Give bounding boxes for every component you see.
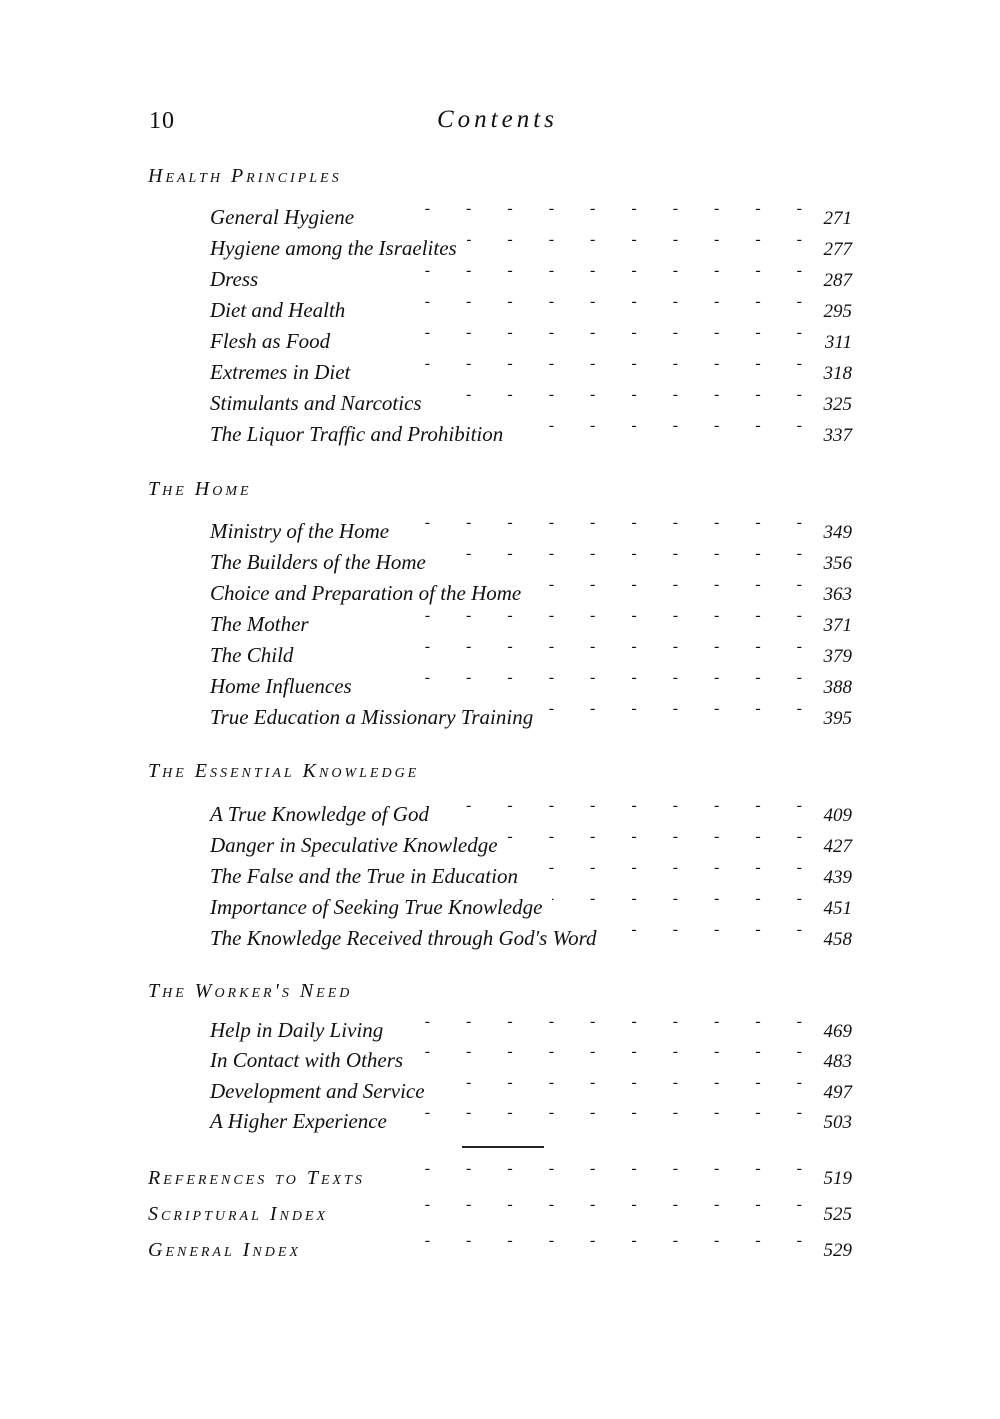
toc-entry-title: Stimulants and Narcotics	[210, 391, 422, 415]
toc-entry[interactable]	[210, 1047, 852, 1077]
dot-leader	[552, 890, 802, 910]
dot-leader	[268, 262, 802, 282]
dot-leader	[311, 1232, 802, 1252]
toc-entry-page: 519	[823, 1168, 852, 1189]
toc-entry-page: 356	[823, 553, 852, 574]
toc-entry-title: Importance of Seeking True Knowledge	[210, 895, 543, 919]
toc-entry-title: Extremes in Diet	[210, 360, 351, 384]
dot-leader	[513, 417, 802, 437]
toc-entry[interactable]	[210, 580, 852, 610]
toc-entry-title: General Hygiene	[210, 205, 355, 229]
toc-entry-page: 458	[823, 929, 852, 950]
dot-leader	[397, 1104, 802, 1124]
dot-leader	[543, 700, 802, 720]
toc-entry-page: 379	[823, 646, 852, 667]
dot-leader	[432, 386, 802, 406]
toc-entry[interactable]	[210, 518, 852, 548]
toc-entry-title: The False and the True in Education	[210, 864, 518, 888]
dot-leader	[340, 324, 802, 344]
section-heading-workers-need: The Worker's Need	[148, 980, 353, 1002]
toc-entry-page: 311	[824, 332, 852, 353]
toc-entry[interactable]	[210, 801, 852, 831]
toc-entry-title: Home Influences	[210, 674, 352, 698]
toc-entry-page: 337	[823, 425, 852, 446]
toc-entry-page: 427	[823, 836, 852, 857]
dot-leader	[467, 231, 802, 251]
toc-entry[interactable]	[210, 1108, 852, 1138]
toc-entry-title: General Index	[148, 1239, 301, 1261]
toc-entry[interactable]	[210, 549, 852, 579]
dot-leader	[338, 1196, 802, 1216]
toc-entry-title: Choice and Preparation of the Home	[210, 581, 522, 605]
toc-entry-title: The Mother	[210, 612, 309, 636]
dot-leader	[607, 921, 802, 941]
toc-entry-page: 395	[823, 708, 852, 729]
dot-leader	[435, 1074, 802, 1094]
dot-leader	[439, 797, 802, 817]
toc-entry[interactable]	[210, 863, 852, 893]
toc-entry[interactable]	[210, 704, 852, 734]
dot-leader	[413, 1043, 802, 1063]
dot-leader	[393, 1013, 802, 1033]
toc-entry-title: The Builders of the Home	[210, 550, 426, 574]
section-heading-health-principles: Health Principles	[148, 165, 342, 187]
toc-entry-page: 497	[823, 1082, 852, 1103]
toc-entry-page: 503	[823, 1112, 852, 1133]
toc-entry[interactable]	[210, 673, 852, 703]
toc-entry[interactable]	[210, 266, 852, 296]
toc-entry-title: Danger in Speculative Knowledge	[210, 833, 498, 857]
toc-entry[interactable]	[210, 359, 852, 389]
toc-entry-page: 469	[823, 1021, 852, 1042]
toc-entry-title: Dress	[210, 267, 259, 291]
toc-entry-page: 271	[823, 208, 852, 229]
toc-entry-page: 525	[823, 1204, 852, 1225]
toc-entry[interactable]	[210, 297, 852, 327]
toc-entry-title: Diet and Health	[210, 298, 346, 322]
toc-entry-page: 325	[823, 394, 852, 415]
toc-entry[interactable]	[210, 611, 852, 641]
divider-rule	[462, 1146, 544, 1148]
dot-leader	[508, 828, 802, 848]
running-head: Contents	[437, 106, 558, 133]
toc-entry-page: 287	[823, 270, 852, 291]
toc-entry[interactable]	[210, 235, 852, 265]
toc-entry-title: Hygiene among the Israelites	[210, 236, 457, 260]
dot-leader	[362, 669, 802, 689]
toc-entry-title: The Knowledge Received through God's Word	[210, 926, 597, 950]
page-number: 10	[149, 108, 175, 134]
toc-entry-page: 388	[823, 677, 852, 698]
toc-entry-back-matter[interactable]	[148, 1164, 852, 1194]
dot-leader	[355, 293, 802, 313]
dot-leader	[528, 859, 802, 879]
toc-entry-page: 318	[823, 363, 852, 384]
dot-leader	[360, 355, 802, 375]
toc-entry-title: Flesh as Food	[210, 329, 331, 353]
toc-entry-page: 295	[823, 301, 852, 322]
toc-entry[interactable]	[210, 894, 852, 924]
toc-entry[interactable]	[210, 421, 852, 451]
toc-entry[interactable]	[210, 390, 852, 420]
dot-leader	[319, 607, 802, 627]
toc-entry-title: True Education a Missionary Training	[210, 705, 534, 729]
toc-entry[interactable]	[210, 925, 852, 955]
toc-entry-page: 277	[823, 239, 852, 260]
dot-leader	[303, 638, 802, 658]
toc-entry-page: 439	[823, 867, 852, 888]
dot-leader	[375, 1160, 802, 1180]
toc-entry-title: A True Knowledge of God	[210, 802, 429, 826]
toc-entry-title: Ministry of the Home	[210, 519, 390, 543]
toc-entry-back-matter[interactable]	[148, 1200, 852, 1230]
toc-entry-title: Development and Service	[210, 1079, 425, 1103]
toc-entry[interactable]	[210, 204, 852, 234]
toc-entry-page: 371	[823, 615, 852, 636]
toc-entry-page: 409	[823, 805, 852, 826]
toc-entry[interactable]	[210, 832, 852, 862]
toc-entry-title: The Liquor Traffic and Prohibition	[210, 422, 504, 446]
toc-entry-title: A Higher Experience	[210, 1109, 387, 1133]
toc-entry-page: 349	[823, 522, 852, 543]
toc-entry-page: 451	[823, 898, 852, 919]
toc-entry[interactable]	[210, 642, 852, 672]
dot-leader	[399, 514, 802, 534]
toc-entry-title: Scriptural Index	[148, 1203, 329, 1225]
toc-entry-page: 483	[823, 1051, 852, 1072]
toc-entry-title: Help in Daily Living	[210, 1018, 384, 1042]
toc-entry-back-matter[interactable]	[148, 1236, 852, 1266]
section-heading-essential-knowledge: The Essential Knowledge	[148, 760, 420, 782]
toc-entry-title: The Child	[210, 643, 294, 667]
dot-leader	[531, 576, 802, 596]
toc-entry-page: 363	[823, 584, 852, 605]
toc-entry-page: 529	[823, 1240, 852, 1261]
dot-leader	[436, 545, 802, 565]
toc-entry[interactable]	[210, 328, 852, 358]
toc-entry-title: In Contact with Others	[210, 1048, 404, 1072]
toc-entry-title: References to Texts	[148, 1167, 365, 1189]
dot-leader	[364, 200, 802, 220]
section-heading-the-home: The Home	[148, 478, 252, 500]
